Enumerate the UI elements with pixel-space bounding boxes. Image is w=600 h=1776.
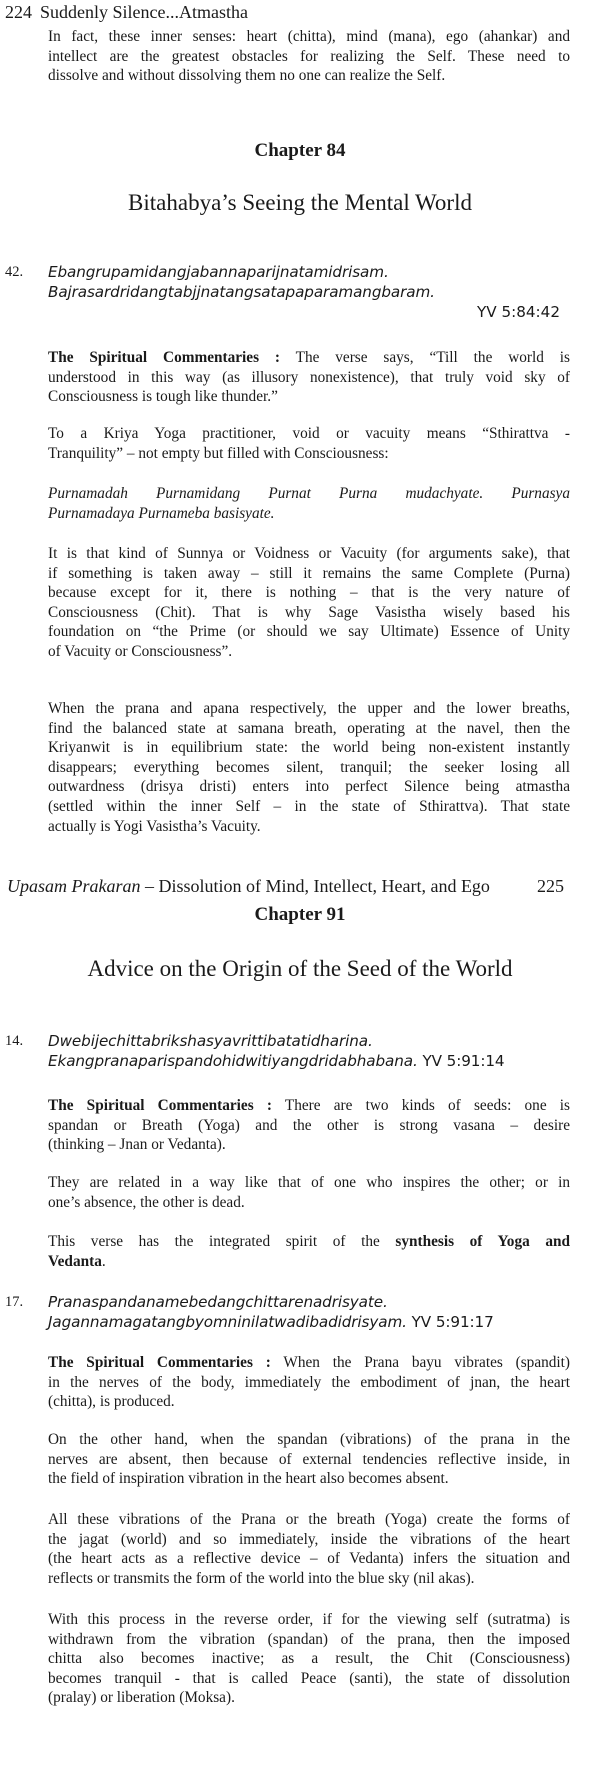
verse-number: 42. xyxy=(5,264,24,280)
text-line: (the heart acts as a reflective device – of Vedanta) infers the situation and xyxy=(48,1550,570,1568)
text-line: the jagat (world) and so immediately, inside the vibrations of the heart xyxy=(48,1530,570,1548)
text-line: All these vibrations of the Prana or the breath (Yoga) create the forms of xyxy=(48,1511,570,1528)
text-line: outwardness (drisya dristi) enters into perfect Silence being atmastha xyxy=(48,778,570,796)
running-head-224 xyxy=(5,2,248,23)
text-line: It is that kind of Sunnya or Voidness or Vacuity (for arguments sake), that xyxy=(48,545,570,562)
text-line xyxy=(48,1232,570,1252)
commentary-label: The Spiritual Commentaries : xyxy=(48,1354,271,1371)
text-line: They are related in a way like that of one who inspires the other; or in xyxy=(48,1174,570,1191)
page-number: 225 xyxy=(537,876,564,896)
paragraph-3 xyxy=(48,544,570,662)
text-line: nerves are absent, then because of external tendencies reflective inside, in xyxy=(48,1450,570,1468)
text-line: With this process in the reverse order, if for the viewing self (sutratma) is xyxy=(48,1611,570,1628)
chapter-label: Chapter 84 xyxy=(254,140,346,161)
commentary-text: There are two kinds of seeds: one is xyxy=(271,1097,570,1114)
text-line: of Vacuity or Consciousness”. xyxy=(48,642,233,660)
emphasis: Vedanta xyxy=(48,1252,102,1270)
chapter-title: Advice on the Origin of the Seed of the World xyxy=(87,956,513,981)
verse-line: Dwebijechittabrikshasyavrittibatatidharina. xyxy=(48,1032,373,1050)
text-line: Purnamadaya Purnameba basisyate. xyxy=(48,504,275,522)
running-head-title: Suddenly Silence...Atmastha xyxy=(40,2,248,22)
text-line: Consciousness (Chit). That is why Sage Vasistha wisely based his xyxy=(48,603,570,621)
commentary-text: The verse says, “Till the world is xyxy=(280,349,570,366)
text-line: (settled within the inner Self – in the state of Sthirattva). That state xyxy=(48,797,570,815)
text-line: (pralay) or liberation (Moksa). xyxy=(48,1689,235,1707)
text-line xyxy=(48,348,570,368)
text-line xyxy=(48,1096,570,1116)
page-number: 224 xyxy=(5,2,32,22)
text-line: Purnamadah Purnamidang Purnat Purna mudachyate. Purnasya xyxy=(48,485,570,502)
text-line: intellect are the greatest obstacles for realizing the Self. These need to xyxy=(48,47,570,65)
text-line: On the other hand, when the spandan (vibrations) of the prana in the xyxy=(48,1431,570,1448)
text-line: understood in this way (as illusory nonexistence), that truly void sky of xyxy=(48,368,570,386)
text-line: chitta also becomes inactive; as a result, the Chit (Consciousness) xyxy=(48,1650,570,1668)
paragraph xyxy=(48,1430,570,1489)
verse-line-text: Ekangpranaparispandohidwitiyangdridabhabana. xyxy=(48,1052,418,1070)
commentary-paragraph xyxy=(48,1353,570,1412)
text: This verse has the integrated spirit of the xyxy=(48,1233,396,1250)
commentary-paragraph xyxy=(48,348,570,407)
chapter-label: Chapter 91 xyxy=(254,904,346,925)
paragraph-2 xyxy=(48,424,570,463)
text-line: To a Kriya Yoga practitioner, void or vacuity means “Sthirattva - xyxy=(48,425,570,442)
text-line: (chitta), is produced. xyxy=(48,1393,175,1411)
text-line: In fact, these inner senses: heart (chitta), mind (mana), ego (ahankar) and xyxy=(48,28,570,45)
text-line: becomes tranquil - that is called Peace (santi), the state of dissolution xyxy=(48,1669,570,1687)
running-head-section: Upasam Prakaran xyxy=(7,876,141,896)
text-line: in the nerves of the body, immediately the embodiment of jnan, the heart xyxy=(48,1373,570,1391)
text-line: actually is Yogi Vasistha’s Vacuity. xyxy=(48,817,261,835)
chapter-title: Bitahabya’s Seeing the Mental World xyxy=(128,190,472,215)
text-line: Consciousness is tough like thunder.” xyxy=(48,388,278,406)
text-line xyxy=(48,1353,570,1373)
text-line: Kriyanwit is in equilibrium state: the world being non-existent instantly xyxy=(48,739,570,757)
verse-line xyxy=(48,1051,505,1071)
verse-text xyxy=(48,262,435,302)
running-head-title: – Dissolution of Mind, Intellect, Heart, and Ego xyxy=(140,876,490,896)
commentary-text: When the Prana bayu vibrates (spandit) xyxy=(270,1354,571,1371)
text: . xyxy=(101,1252,106,1270)
paragraph xyxy=(48,1510,570,1588)
verse-line: Bajrasardridangtabjjnatangsatapaparamangbaram. xyxy=(48,283,435,301)
mantra xyxy=(48,484,570,523)
verse-line xyxy=(48,1312,494,1332)
emphasis: synthesis of Yoga and xyxy=(395,1233,570,1250)
text-line: (thinking – Jnan or Vedanta). xyxy=(48,1136,226,1154)
text-line xyxy=(48,1252,570,1272)
verse-reference: YV 5:91:14 xyxy=(417,1052,505,1070)
verse-reference: YV 5:91:17 xyxy=(406,1313,494,1331)
verse-number: 17. xyxy=(5,1294,24,1310)
text-line: dissolve and without dissolving them no one can realize the Self. xyxy=(48,67,446,85)
paragraph xyxy=(48,1232,570,1271)
paragraph xyxy=(48,1610,570,1708)
running-head-225 xyxy=(7,876,490,897)
text-line: withdrawn from the vibration (spandan) of the prana, then the imposed xyxy=(48,1630,570,1648)
text-line: disappears; everything becomes silent, tranquil; the seeker losing all xyxy=(48,758,570,776)
text-line: reflects or transmits the form of the world into the blue sky (nil akas). xyxy=(48,1569,475,1587)
text-line: foundation on “the Prime (or should we say Ultimate) Essence of Unity xyxy=(48,623,570,641)
paragraph-4 xyxy=(48,699,570,836)
verse-number: 14. xyxy=(5,1033,24,1049)
verse-text xyxy=(48,1031,505,1071)
text-line: find the balanced state at samana breath, operating at the navel, then the xyxy=(48,719,570,737)
verse-line: Ebangrupamidangjabannaparijnatamidrisam. xyxy=(48,263,389,281)
verse-line: Pranaspandanamebedangchittarenadrisyate. xyxy=(48,1293,388,1311)
commentary-paragraph xyxy=(48,1096,570,1155)
verse-line-text: Jagannamagatangbyomninilatwadibadidrisyam. xyxy=(48,1313,407,1331)
text-line: because except for it, there is nothing – that is the very nature of xyxy=(48,584,570,602)
commentary-label: The Spiritual Commentaries : xyxy=(48,349,281,366)
verse-text xyxy=(48,1292,494,1332)
intro-paragraph xyxy=(48,27,570,86)
text-line: one’s absence, the other is dead. xyxy=(48,1193,245,1211)
text-line: Tranquility” – not empty but filled with Consciousness: xyxy=(48,444,389,462)
commentary-label: The Spiritual Commentaries : xyxy=(48,1097,272,1114)
paragraph xyxy=(48,1173,570,1212)
text-line: When the prana and apana respectively, the upper and the lower breaths, xyxy=(48,700,570,717)
text-line: if something is taken away – still it remains the same Complete (Purna) xyxy=(48,564,570,582)
text-line: spandan or Breath (Yoga) and the other is strong vasana – desire xyxy=(48,1116,570,1134)
text-line: the field of inspiration vibration in the heart also becomes absent. xyxy=(48,1470,449,1488)
verse-reference: YV 5:84:42 xyxy=(476,303,560,321)
